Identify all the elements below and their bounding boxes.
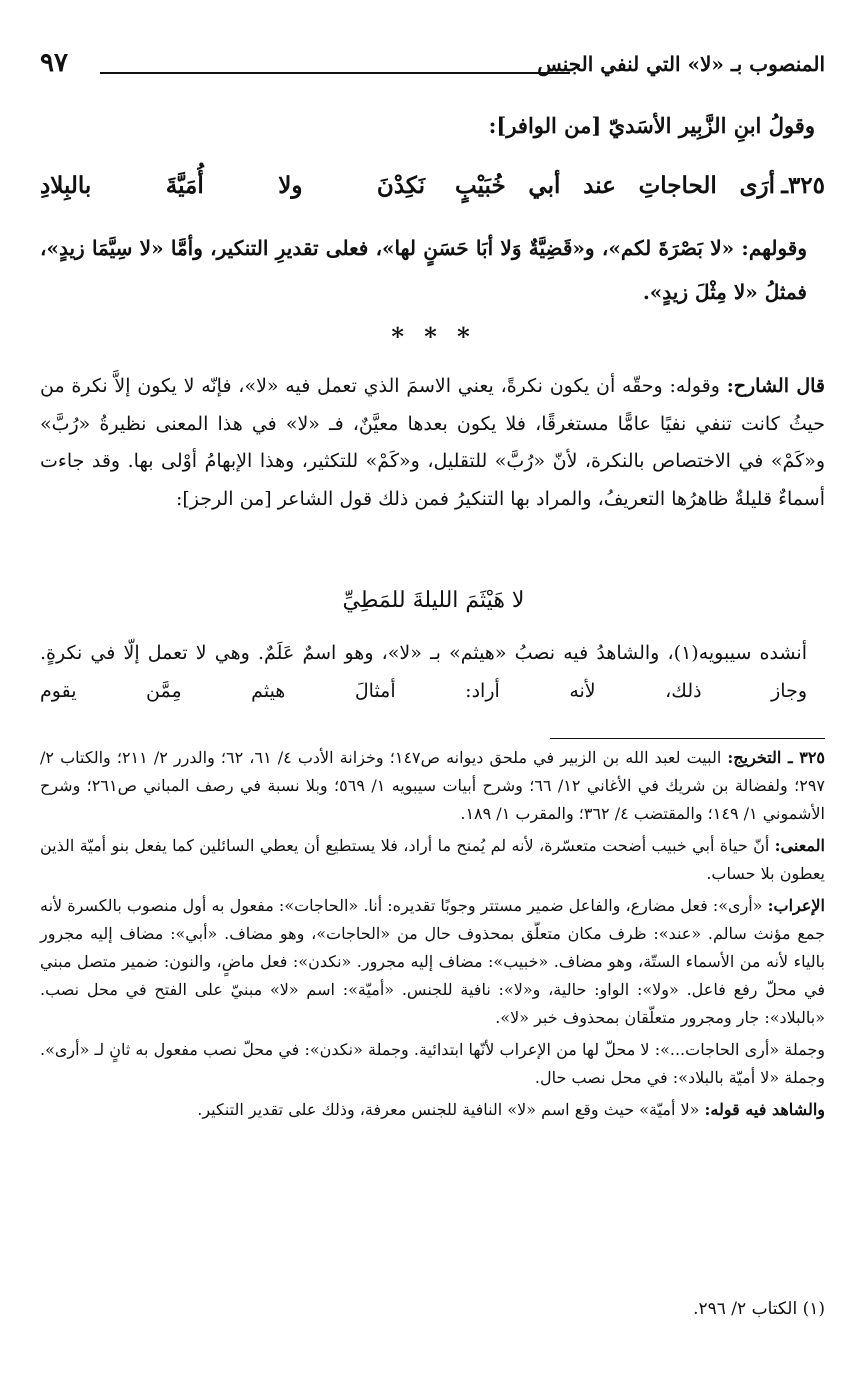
irab-note [40,892,825,1032]
jumla-note: وجملة «أرى الحاجات...»: لا محلّ لها من الإعراب لأنّها ابتدائية. وجملة «نكدن»: في محلّ نصب مفعول به ثانٍ لـ «أرى». وجملة «لا أميّة بالبلاد»: في محل نصب حال. [40,1040,825,1087]
commentary-continuation: أنشده سيبويه(١)، والشاهدُ فيه نصبُ «هيثم» بـ «لا»، وهو اسمٌ عَلَمٌ. وهي لا تعمل إلّا في نكرةٍ. وجاز ذلك، لأنه أراد: أمثالَ هيثم مِمَّن يقوم [40,642,807,702]
footnote-separator [550,738,825,739]
section-divider-stars: * * * [391,322,476,351]
takhrij-text: البيت لعبد الله بن الزبير في ملحق ديوانه ص١٤٧؛ وخزانة الأدب ٤/ ٦١، ٦٢؛ والدرر ٢/ ٢١١؛ والكتاب ٢/ ٢٩٧؛ ولفضالة بن شريك في الأغاني ١٢/ ٦٦؛ وشرح أبيات سيبويه ١/ ٥٦٩؛ وبلا نسبة في رصف المباني ص٢٦١؛ وشرح الأشموني ١/ ١٤٩؛ والمقتضب ٤/ ٣٦٢؛ والمقرب ١/ ١٨٩. [40,748,826,823]
irab-label: الإعراب: [767,896,825,915]
verse-number: ٣٢٥ـ [781,172,825,199]
commentary-text: وقوله: وحقّه أن يكون نكرةً، يعني الاسمَ الذي تعمل فيه «لا»، فإنّه لا يكون إلاَّ نكرة من حيثُ كانت تنفي نفيًا عامًّا مستغرقًا، فلا يكون بعدها معيَّنٌ، فـ «لا» في هذا المعنى نظيرةُ «رُبَّ» و«كَمْ» في الاختصاص بالنكرة، لأنّ «رُبَّ» للتقليل، و«كَمْ» للتكثير، وهذا الإبهامُ أوْلى بها. وقد جاءت أسماءٌ قليلةٌ ظاهرُها التعريفُ، والمراد بها التنكيرُ فمن ذلك قول الشاعر [من الرجز]: [40,375,825,510]
verse-first-hemistich: أرَى الحاجاتِ عند أبي خُبَيْبٍ [455,172,775,199]
page-number: ٩٧ [40,48,68,78]
shahid-label: والشاهد فيه قوله: [704,1100,825,1119]
takhrij-note [40,744,825,828]
header-rule [100,72,570,74]
rajaz-verse: لا هَيْثَمَ الليلةَ للمَطِيِّ [342,588,525,613]
footnotes [40,744,825,1128]
verse-325 [40,172,825,212]
takhrij-label: ٣٢٥ ـ التخريج: [727,748,826,767]
page-header [40,48,825,88]
running-title: المنصوب بـ «لا» التي لنفي الجنس [537,52,825,76]
footnote-1: (١) الكتاب ٢/ ٢٩٦. [693,1299,825,1319]
commentary-paragraph [40,368,825,518]
maana-text: أنّ حياة أبي خبيب أضحت متعسّرة، لأنه لم يُمنح ما أراد، فلا يستطيع أن يعطي السائلين كما يفعل بنو أميّة الذين يعطون بلا حساب. [40,836,825,883]
commentary-lead: قال الشارح: [726,375,825,397]
maana-note [40,832,825,888]
shahid-note [40,1096,825,1124]
shahid-text: «لا أميّة» حيث وقع اسم «لا» النافية للجنس معرفة، وذلك على تقدير التنكير. [197,1100,705,1119]
verse-second-hemistich: نَكِدْنَ ولا أُمَيَّةَ بالبِلادِ [40,172,425,199]
maana-label: المعنى: [774,836,825,855]
irab-text: «أرى»: فعل مضارع، والفاعل ضمير مستتر وجوبًا تقديره: أنا. «الحاجات»: مفعول به أول منصوب بالكسرة لأنه جمع مؤنث سالم. «عند»: ظرف مكان متعلّق بمحذوف حال من «الحاجات»، وهو مضاف. «أبي»: مضاف إليه مجرور بالياء لأنه من الأسماء الستّة، وهو مضاف. «خبيب»: مضاف إليه مجرور. «نكدن»: فعل ماضٍ، والنون: ضمير متصل مبني في محلّ رفع فاعل. «ولا»: الواو: حالية، و«لا»: نافية للجنس. «أميّة»: اسم «لا» مبنيّ على الفتح في محل نصب. «بالبلاد»: جار ومجرور متعلّقان بمحذوف خبر «لا». [40,896,826,1027]
intro-line: وقولُ ابنِ الزَّبِير الأسَديّ [من الوافر]: [488,113,815,138]
examples-paragraph: وقولهم: «لا بَصْرَةَ لكم»، و«قَضِيَّةٌ وَلا أبَا حَسَنٍ لها»، فعلى تقديرِ التنكير، وأمَّا «لا سِيَّمَا زيدٍ»، فمثلُ «لا مِثْلَ زيدٍ». [40,236,807,304]
